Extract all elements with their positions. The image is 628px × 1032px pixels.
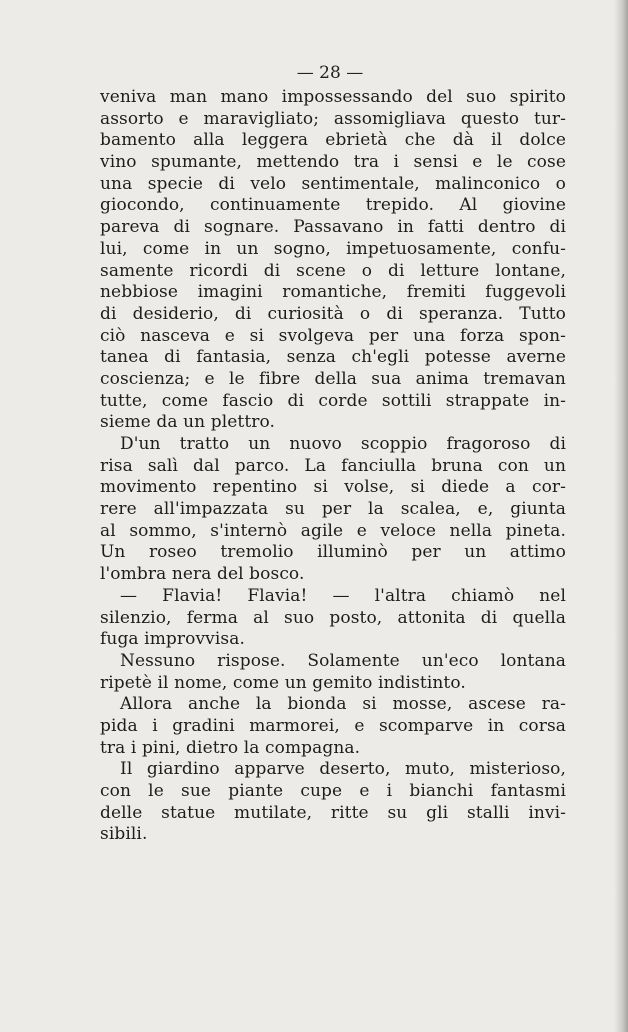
text-line: tanea di fantasia, senza ch'egli potesse averne	[100, 347, 566, 368]
page-number: — 28 —	[296, 63, 364, 83]
text-line: pareva di sognare. Passavano in fatti dentro di	[100, 217, 566, 238]
text-line: lui, come in un sogno, impetuosamente, confu-	[100, 238, 566, 259]
text-line: sibili.	[100, 824, 148, 845]
text-line: fuga improvvisa.	[100, 629, 245, 650]
text-line: assorto e maravigliato; assomigliava questo tur-	[100, 108, 566, 129]
text-line: ripetè il nome, come un gemito indistinto.	[100, 672, 466, 693]
text-line: ciò nasceva e si svolgeva per una forza spon-	[100, 325, 566, 346]
text-line: coscienza; e le fibre della sua anima tremavan	[100, 368, 566, 389]
text-line: con le sue piante cupe e i bianchi fantasmi	[100, 781, 566, 801]
text-line: sieme da un plettro.	[100, 412, 276, 433]
text-line: pida i gradini marmorei, e scomparve in corsa	[100, 715, 566, 736]
text-line: nebbiose imagini romantiche, fremiti fuggevoli	[100, 282, 566, 303]
text-line: l'ombra nera del bosco.	[100, 564, 305, 585]
text-line: risa salì dal parco. La fanciulla bruna con un	[100, 455, 566, 476]
text-line: — Flavia! Flavia! — l'altra chiamò nel	[120, 585, 566, 606]
text-line: movimento repentino si volse, si diede a cor-	[100, 477, 566, 498]
text-line: al sommo, s'internò agile e veloce nella pineta.	[100, 520, 566, 541]
text-line: veniva man mano impossessando del suo spirito	[100, 87, 566, 107]
page-text	[100, 87, 566, 846]
text-line: rere all'impazzata su per la scalea, e, giunta	[100, 499, 566, 520]
text-line: D'un tratto un nuovo scoppio fragoroso di	[120, 434, 566, 454]
text-line: vino spumante, mettendo tra i sensi e le cose	[100, 152, 566, 173]
text-line: delle statue mutilate, ritte su gli stalli invi-	[100, 802, 566, 823]
text-line: Nessuno rispose. Solamente un'eco lontana	[120, 650, 566, 671]
text-line: silenzio, ferma al suo posto, attonita di quella	[100, 607, 566, 628]
text-line: di desiderio, di curiosità o di speranza. Tutto	[100, 303, 566, 324]
text-line: bamento alla leggera ebrietà che dà il dolce	[100, 130, 566, 151]
page-edge-shadow	[614, 0, 628, 1032]
text-line: Il giardino apparve deserto, muto, misterioso,	[120, 759, 566, 780]
text-line: giocondo, continuamente trepido. Al giovine	[100, 195, 566, 216]
text-line: Allora anche la bionda si mosse, ascese ra-	[120, 694, 566, 715]
text-line: tra i pini, dietro la compagna.	[100, 737, 361, 758]
text-line: una specie di velo sentimentale, malinconico o	[100, 173, 566, 194]
text-line: tutte, come fascio di corde sottili strappate in-	[100, 390, 566, 411]
text-line: Un roseo tremolio illuminò per un attimo	[100, 542, 566, 563]
text-line: samente ricordi di scene o di letture lontane,	[100, 260, 566, 281]
